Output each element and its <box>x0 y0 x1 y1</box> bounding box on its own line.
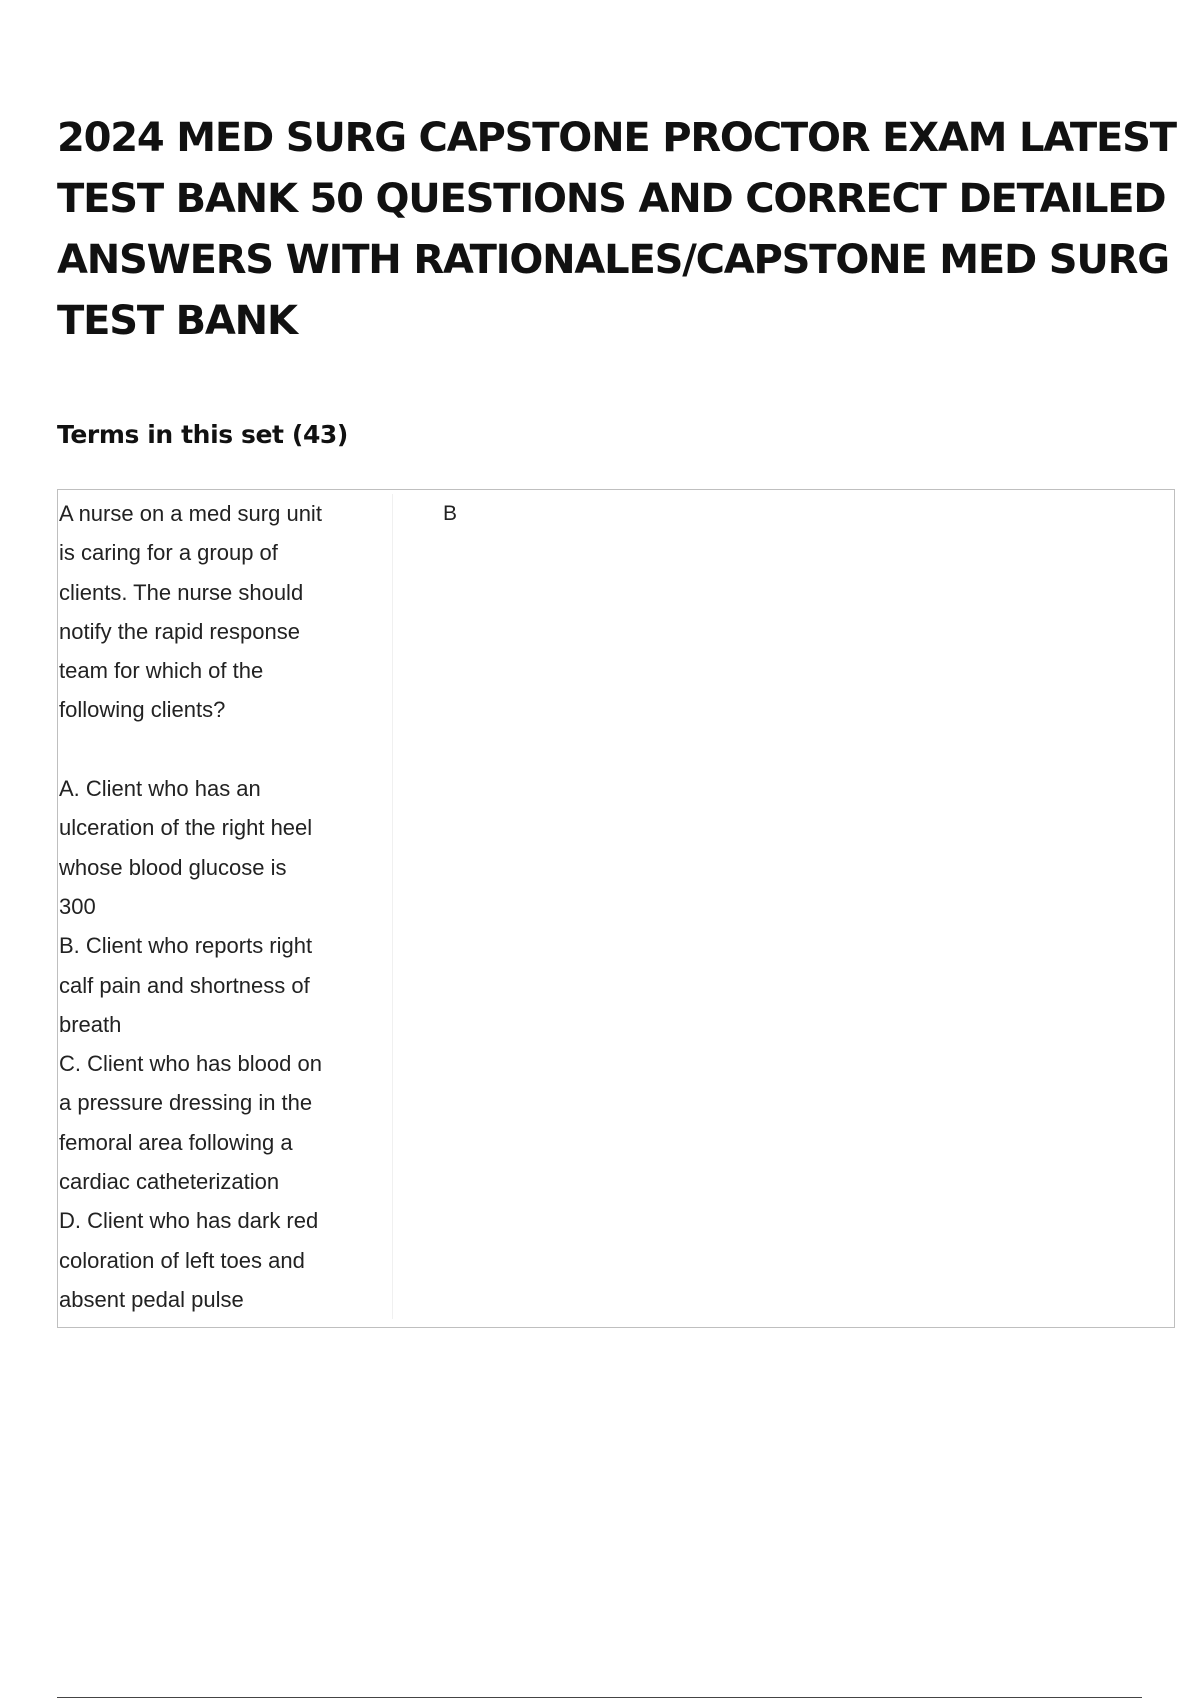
terms-count-heading: Terms in this set (43) <box>57 420 348 449</box>
definition-cell <box>393 494 1174 1319</box>
page-title: 2024 MED SURG CAPSTONE PROCTOR EXAM LATEST TEST BANK 50 QUESTIONS AND CORRECT DETAILED ANSWERS WITH RATIONALES/CAPSTONE MED SURG TEST BANK <box>57 115 1176 344</box>
term-cell <box>58 494 393 1319</box>
terms-table <box>57 489 1175 1328</box>
footer-divider <box>57 1697 1142 1698</box>
definition-answer-text: B <box>443 502 458 525</box>
term-question-text: A nurse on a med surg unit is caring for a group of clients. The nurse should notify the rapid response team for which of the following clients? A. Client who has an ulceration of the right heel whose blood glucose is 300 B. Client who reports right calf pain and shortness of breath C. Client who has blood on a pressure dressing in the femoral area following a cardiac catheterization D. Client who has dark red coloration of left toes and absent pedal pulse <box>59 501 322 1312</box>
